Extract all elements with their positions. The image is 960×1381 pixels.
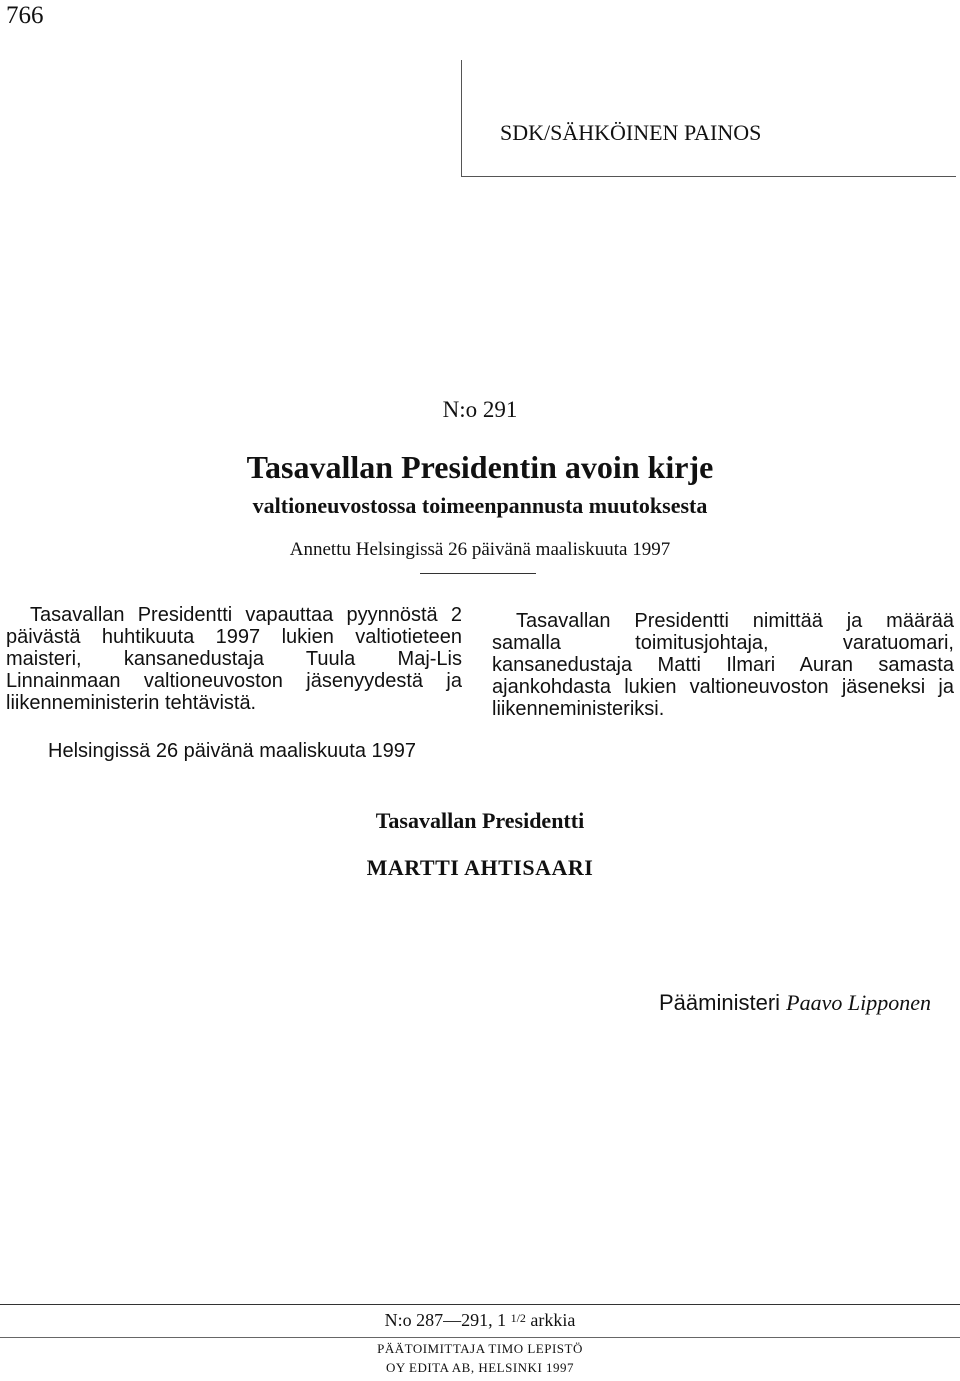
countersignature-name: Paavo Lipponen (786, 990, 931, 1015)
sheet-count-suffix: arkkia (530, 1310, 576, 1330)
signature-name: MARTTI AHTISAARI (366, 855, 594, 880)
document-title: Tasavallan Presidentin avoin kirje (246, 449, 714, 485)
sheet-count (0, 1310, 960, 1331)
issued-line: Annettu Helsingissä 26 päivänä maaliskuuta 1997 (289, 539, 671, 560)
signature-title: Tasavallan Presidentti (375, 808, 585, 833)
sheet-count-prefix: N:o 287—291, 1 (384, 1310, 507, 1330)
page-number: 766 (6, 2, 44, 29)
sheet-fraction-numerator: 1 (510, 1311, 517, 1325)
edition-label: SDK/SÄHKÖINEN PAINOS (500, 120, 762, 145)
statute-number: N:o 291 (442, 397, 518, 422)
sheet-fraction-denominator: /2 (516, 1311, 526, 1325)
right-paragraph: Tasavallan Presidentti nimittää ja määrää samalla toimitusjohtaja, varatuomari, kansanedustaja Matti Ilmari Auran samasta ajankohdasta lukien valtioneuvoston jäseneksi ja liikenneministeriksi. (492, 610, 954, 720)
right-column (492, 610, 954, 720)
edition-box-border (461, 60, 956, 177)
date-line: Helsingissä 26 päivänä maaliskuuta 1997 (48, 740, 417, 762)
document-subtitle: valtioneuvostossa toimeenpannusta muutoksesta (252, 493, 708, 518)
left-paragraph: Tasavallan Presidentti vapauttaa pyynnöstä 2 päivästä huhtikuuta 1997 lukien valtiotieteen maisteri, kansanedustaja Tuula Maj-Lis Linnainmaan valtioneuvoston jäsenyydestä ja liikenneministerin tehtävistä. (6, 604, 462, 714)
imprint-rule (0, 1337, 960, 1338)
countersignature-role: Pääministeri (659, 990, 781, 1015)
imprint-printer: OY EDITA AB, HELSINKI 1997 (385, 1360, 575, 1375)
left-column (6, 604, 462, 714)
title-divider (420, 573, 536, 574)
imprint-editor: PÄÄTOIMITTAJA TIMO LEPISTÖ (377, 1341, 583, 1356)
footer-rule (0, 1304, 960, 1305)
countersignature (659, 990, 931, 1016)
